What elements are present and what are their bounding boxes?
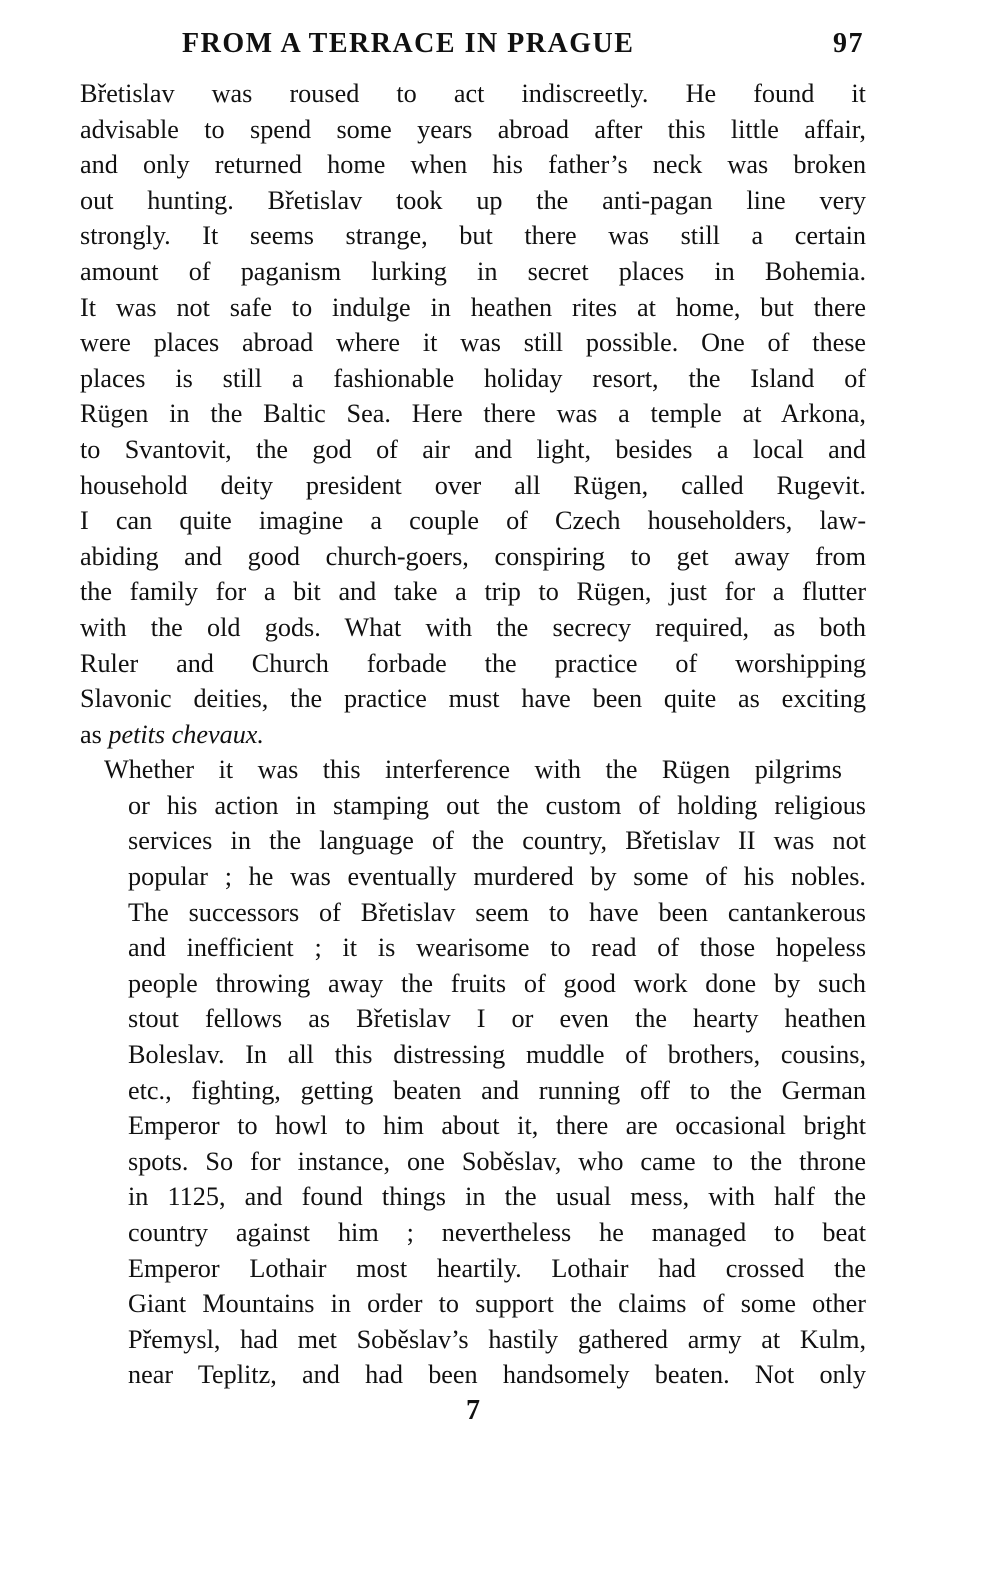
text-line: places is still a fashionable holiday resort, the Island of bbox=[80, 363, 867, 393]
text-line: household deity president over all Rügen, called Rugevit. bbox=[80, 470, 866, 500]
text-line: The successors of Břetislav seem to have been cantankerous bbox=[128, 897, 866, 927]
text-line: amount of paganism lurking in secret places in Bohemia. bbox=[80, 256, 867, 286]
text-line: abiding and good church-goers, conspiring to get away from bbox=[80, 541, 866, 571]
text-line-prefix: as bbox=[80, 719, 109, 749]
text-line: stout fellows as Břetislav I or even the hearty heathen bbox=[128, 1004, 866, 1034]
text-line: out hunting. Břetislav took up the anti-pagan line very bbox=[80, 185, 867, 215]
text-line: strongly. It seems strange, but there was still a certain bbox=[80, 221, 866, 251]
text-line: Rügen in the Baltic Sea. Here there was a temple at Arkona, bbox=[80, 399, 866, 429]
italic-phrase: petits chevaux. bbox=[108, 719, 264, 749]
text-line: advisable to spend some years abroad after this little affair, bbox=[80, 114, 866, 144]
paragraph-1 bbox=[80, 76, 866, 752]
signature-mark: 7 bbox=[466, 1394, 480, 1426]
text-line: Emperor to howl to him about it, there are occasional bright bbox=[128, 1111, 866, 1141]
text-line: Boleslav. In all this distressing muddle of brothers, cousins, bbox=[128, 1040, 866, 1070]
text-line: with the old gods. What with the secrecy required, as both bbox=[80, 612, 866, 642]
body-text bbox=[80, 76, 866, 1393]
text-line: Emperor Lothair most heartily. Lothair had crossed the bbox=[128, 1253, 867, 1283]
text-line: Slavonic deities, the practice must have been quite as exciting bbox=[80, 684, 866, 714]
text-line: in 1125, and found things in the usual mess, with half the bbox=[128, 1182, 867, 1212]
text-line: spots. So for instance, one Soběslav, who came to the throne bbox=[128, 1146, 867, 1176]
text-line: country against him ; nevertheless he managed to beat bbox=[128, 1218, 867, 1247]
text-line: the family for a bit and take a trip to Rügen, just for a flutter bbox=[80, 577, 867, 607]
text-line: etc., fighting, getting beaten and running off to the German bbox=[128, 1075, 867, 1105]
text-line: Břetislav was roused to act indiscreetly. He found it bbox=[80, 79, 866, 108]
text-line: people throwing away the fruits of good work done by such bbox=[128, 968, 866, 998]
text-line: near Teplitz, and had been handsomely beaten. Not only bbox=[128, 1360, 867, 1390]
text-line: Giant Mountains in order to support the claims of some other bbox=[128, 1289, 866, 1319]
text-line: services in the language of the country, Břetislav II was not bbox=[128, 826, 867, 856]
text-line: Whether it was this interference with the Rügen pilgrims bbox=[104, 755, 842, 785]
text-line: and inefficient ; it is wearisome to read of those hopeless bbox=[128, 933, 867, 963]
text-line: and only returned home when his father’s neck was broken bbox=[80, 150, 867, 180]
text-line: to Svantovit, the god of air and light, besides a local and bbox=[80, 434, 866, 464]
text-line: were places abroad where it was still possible. One of these bbox=[80, 328, 867, 358]
paragraph-2 bbox=[80, 752, 866, 1393]
running-title: FROM A TERRACE IN PRAGUE bbox=[182, 28, 635, 59]
text-line: Přemysl, had met Soběslav’s hastily gathered army at Kulm, bbox=[128, 1324, 867, 1354]
running-head bbox=[80, 28, 866, 68]
page-number: 97 bbox=[833, 28, 864, 59]
book-page bbox=[80, 28, 866, 1427]
text-line: Ruler and Church forbade the practice of worshipping bbox=[80, 648, 867, 678]
text-line: I can quite imagine a couple of Czech householders, law- bbox=[80, 506, 867, 536]
text-line: popular ; he was eventually murdered by some of his nobles. bbox=[128, 862, 866, 892]
text-line-final bbox=[80, 717, 866, 753]
text-line: It was not safe to indulge in heathen rites at home, but there bbox=[80, 292, 866, 322]
text-line: or his action in stamping out the custom of holding religious bbox=[128, 790, 866, 820]
